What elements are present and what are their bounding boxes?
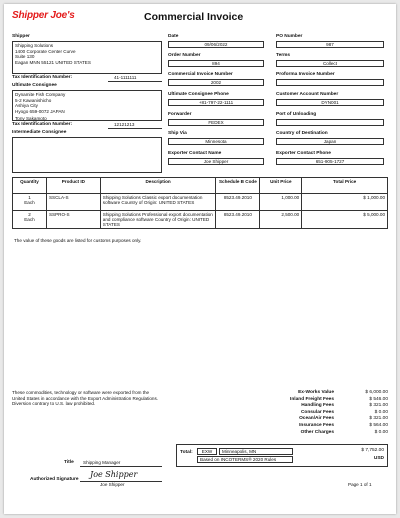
export-statement: These commodities, technology or software were exported from the United States in accordance with the Export Administration Regulations. Diversion contrary to U.S. law prohibited. — [12, 390, 159, 407]
ship-via-field: Minnesota — [168, 138, 264, 145]
qty-unit: Each — [24, 199, 35, 205]
shipper-line: Eagan MNN 55121 UNITED STATES — [15, 59, 91, 65]
title-value: Shipping Manager — [83, 460, 121, 465]
cust-acct-field: DYN001 — [276, 99, 384, 106]
table-row — [13, 194, 388, 211]
table-row — [13, 211, 388, 229]
order-field: 894 — [168, 60, 264, 67]
total-line-label: Inland Freight Fees — [290, 396, 334, 402]
forwarder-field: FEDEX — [168, 119, 264, 126]
consignee-tax-value: 12121213 — [114, 122, 135, 127]
terms-field: Collect — [276, 60, 384, 67]
qty-value: 1 — [28, 194, 31, 200]
total-line-value: $ 564.00 — [369, 422, 388, 428]
title-label: Title — [64, 460, 74, 465]
consignee-line: Ashiya City — [15, 103, 38, 109]
total-line-value: $ 0.00 — [374, 429, 388, 435]
uc-phone-field: +81-797-22-1111 — [168, 99, 264, 106]
consignee-line: Dynamite Fish Company — [15, 92, 66, 97]
total-line-value: $ 321.00 — [369, 403, 388, 409]
qty-value: 2 — [28, 211, 31, 217]
forwarder-label: Forwarder — [168, 112, 192, 117]
items-table — [12, 177, 388, 229]
total-line-value: $ 6,000.00 — [365, 390, 388, 395]
shipper-box — [12, 41, 162, 74]
invoice-page — [4, 4, 396, 514]
total-label: Total: — [180, 450, 193, 455]
title-underline — [80, 466, 162, 467]
qty-cell — [13, 194, 47, 211]
uc-phone-label: Ultimate Consignee Phone — [168, 92, 229, 97]
col-header-schedule-b: Schedule B Code — [216, 178, 260, 194]
consignee-label: Ultimate Consignee — [12, 83, 57, 88]
document-title: Commercial Invoice — [144, 11, 244, 23]
currency: USD — [373, 456, 384, 461]
signature-script: Joe Shipper — [90, 470, 138, 479]
total-line-label: Handling Fees — [301, 403, 334, 409]
brand-logo: Shipper Joe's — [12, 10, 75, 21]
intermediate-box — [12, 137, 162, 173]
total-line — [250, 430, 388, 437]
proforma-label: Proforma Invoice Number — [276, 72, 335, 77]
exp-phone-label: Exporter Contact Phone — [276, 151, 331, 156]
shipper-tax-label: Tax Identification Number: — [12, 75, 73, 80]
total-line-value: $ 0.00 — [374, 409, 388, 415]
cust-acct-label: Customer Account Number — [276, 92, 339, 97]
shipper-tax-underline — [108, 81, 162, 82]
place-field: Minneapolis, MN — [219, 448, 293, 455]
page-number: Page 1 of 1 — [348, 482, 372, 487]
total-line-label: Consular Fees — [300, 409, 334, 415]
customs-note: The value of these goods are listed for customs purposes only. — [14, 238, 142, 243]
dest-label: Country of Destination — [276, 131, 328, 136]
col-header-quantity: Quantity — [13, 178, 47, 194]
items-header-row — [13, 178, 388, 194]
shipper-line: Shipping Solutions — [15, 43, 54, 48]
shipper-line: 1400 Corporate Center Curve — [15, 48, 76, 54]
schedule-b-cell: 8523.49.2010 — [216, 211, 260, 229]
po-label: PO Number — [276, 34, 303, 39]
qty-unit: Each — [24, 216, 35, 222]
product-id-cell: SSCLA-S — [46, 194, 100, 211]
date-label: Date — [168, 34, 179, 39]
schedule-b-cell: 8523.49.2010 — [216, 194, 260, 211]
unit-price-cell: 2,500.00 — [260, 211, 302, 229]
total-line — [250, 390, 388, 397]
exp-name-label: Exporter Contact Name — [168, 151, 222, 156]
exp-phone-field: 651-905-1727 — [276, 158, 384, 165]
total-line-label: Ocean/Air Fees — [299, 416, 334, 422]
proforma-field — [276, 79, 384, 86]
total-price-cell: $ 1,000.00 — [302, 194, 388, 211]
shipper-tax-value: 41-1111111 — [114, 75, 137, 80]
qty-cell — [13, 211, 47, 229]
signer-name: Joe Shipper — [100, 482, 125, 487]
date-field: 09/06/2022 — [168, 41, 264, 48]
total-price-cell: $ 5,000.00 — [302, 211, 388, 229]
total-value: $ 7,752.00 — [361, 448, 384, 453]
unloading-field — [276, 119, 384, 126]
total-line-label: Insurance Fees — [299, 422, 334, 428]
shipper-line: Suite 130 — [15, 54, 35, 60]
description-cell: Shipping Solutions Professional export documentation and compliance software Country of Origin: UNITED STATES — [100, 211, 216, 229]
order-label: Order Number — [168, 53, 201, 58]
totals-list — [250, 390, 388, 436]
total-line — [250, 403, 388, 410]
col-header-unit-price: Unit Price — [260, 178, 302, 194]
dest-field: Japan — [276, 138, 384, 145]
consignee-box — [12, 90, 162, 121]
total-line-value: $ 321.00 — [369, 416, 388, 422]
unit-price-cell: 1,000.00 — [260, 194, 302, 211]
ci-field: 2002 — [168, 79, 264, 86]
total-line — [250, 416, 388, 423]
shipper-label: Shipper — [12, 34, 30, 39]
terms-label: Terms — [276, 53, 291, 58]
consignee-line: Hyogo 659-0072 JAPAN — [15, 108, 65, 114]
incoterms-rules-field: Based on INCOTERMS® 2020 Rules — [197, 456, 293, 463]
ci-label: Commercial Invoice Number — [168, 72, 233, 77]
total-line-value: $ 546.00 — [369, 396, 388, 402]
ship-via-label: Ship Via — [168, 131, 187, 136]
intermediate-label: Intermediate Consignee — [12, 130, 67, 135]
consignee-tax-label: Tax Identification Number: — [12, 122, 73, 127]
col-header-description: Description — [100, 178, 216, 194]
total-line-label: Ex-Works Value — [298, 390, 334, 395]
consignee-line: Tony Sakamoto — [15, 116, 47, 122]
po-field: 987 — [276, 41, 384, 48]
col-header-total-price: Total Price — [302, 178, 388, 194]
col-header-product-id: Product ID — [46, 178, 100, 194]
signature-label: Authorized Signature — [30, 477, 79, 482]
product-id-cell: SSPRO-S — [46, 211, 100, 229]
incoterm-field: EXW — [197, 448, 217, 455]
total-line-label: Other Charges — [300, 429, 334, 435]
description-cell: Shipping Solutions Classic export documentation software Country of Origin: UNITED STATES — [100, 194, 216, 211]
consignee-line: 5-2 Kawanishicho — [15, 97, 52, 103]
unloading-label: Port of Unloading — [276, 112, 317, 117]
consignee-tax-underline — [108, 128, 162, 129]
total-line — [250, 423, 388, 430]
exp-name-field: Joe Shipper — [168, 158, 264, 165]
